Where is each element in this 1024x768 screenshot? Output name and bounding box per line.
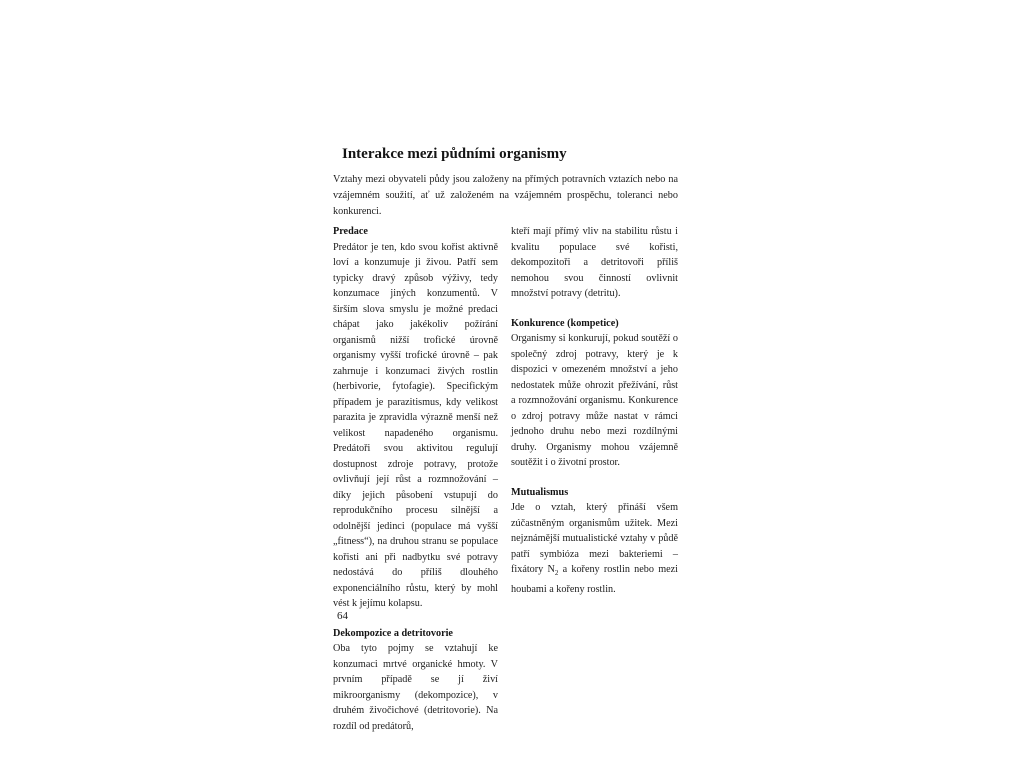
intro-paragraph: Vztahy mezi obyvateli půdy jsou založeny na přímých potravních vztazích nebo na vzájemném soužití, ať už založeném na vzájemném prospěchu, toleranci nebo konkurenci. [333, 174, 678, 217]
page-title: Interakce mezi půdními organismy [342, 146, 567, 162]
right-column [511, 224, 678, 609]
section-text: Organismy si konkurují, pokud soutěží o společný zdroj potravy, který je k dispozici v omezeném množství a jeho nedostatek může ohrozit přežívání, růst a rozmnožování organismu. Konkurence o zdroj potravy může nastat v rámci jednoho druhu nebo mezi rozdílnými druhy. Organismy mohou vzájemně soutěžit i o životní prostor. [511, 333, 678, 468]
section-heading: Predace [333, 226, 368, 237]
text-part: a kořeny rostlin nebo mezi houbami a kořeny rostlin. [511, 564, 679, 595]
section-konkurence [511, 316, 678, 471]
section-heading: Konkurence (kompetice) [511, 317, 619, 329]
section-dekompozice [333, 626, 498, 735]
section-text: Predátor je ten, kdo svou kořist aktivně loví a konzumuje ji živou. Patří sem typicky dravý způsob výživy, tedy konzumace jiných konzumentů. V širším slova smyslu je možné predaci chápat jako jakékoliv požírání organismů nižší trofické úrovně organismy vyšší trofické úrovně – pak zahrnuje i konzumaci živých rostlin (herbivorie, fytofagie). Specifickým případem je parazitismus, kdy velikost parazita je zpravidla výrazně menší než velikost napadeného organismu. Predátoři svou aktivitou regulují dostupnost zdroje potravy, protože ovlivňují její růst a rozmnožování – díky jejich působení vstupují do reprodukčního procesu silnější a odolnější jedinci (populace má vyšší „fitness“), na druhou stranu se populace kořisti ani při nadbytku své potravy nedostává do příliš dlouhého exponenciálního růstu, který by mohl vést k jejímu kolapsu. [333, 241, 498, 609]
text-part: Jde o vztah, který přináší všem zúčastněným organismům užitek. Mezi nejznámější mutualistické vztahy v půdě patří symbióza mezi bakteriemi – fixátory N [511, 502, 678, 575]
section-heading: Mutualismus [511, 486, 569, 498]
subscript: 2 [554, 569, 559, 577]
section-text-split: Oba tyto pojmy se vztahují ke konzumaci mrtvé organické hmoty. V prvním případě se jí živí mikroorganismy (dekompozice), v druhém živočichové (detritovorie). Na rozdíl od predátorů, [333, 643, 498, 732]
page-number: 64 [337, 610, 348, 622]
section-mutualismus [511, 485, 678, 598]
left-column [333, 224, 498, 746]
section-predace [333, 224, 498, 612]
section-heading: Dekompozice a detritovorie [333, 627, 453, 639]
section-text-continued: kteří mají přímý vliv na stabilitu růstu i kvalitu populace své kořisti, dekompozitoři a detritovoři příliš nemohou svou činností ovlivnit množství potravy (detritu). [511, 226, 678, 299]
section-text [511, 500, 678, 597]
